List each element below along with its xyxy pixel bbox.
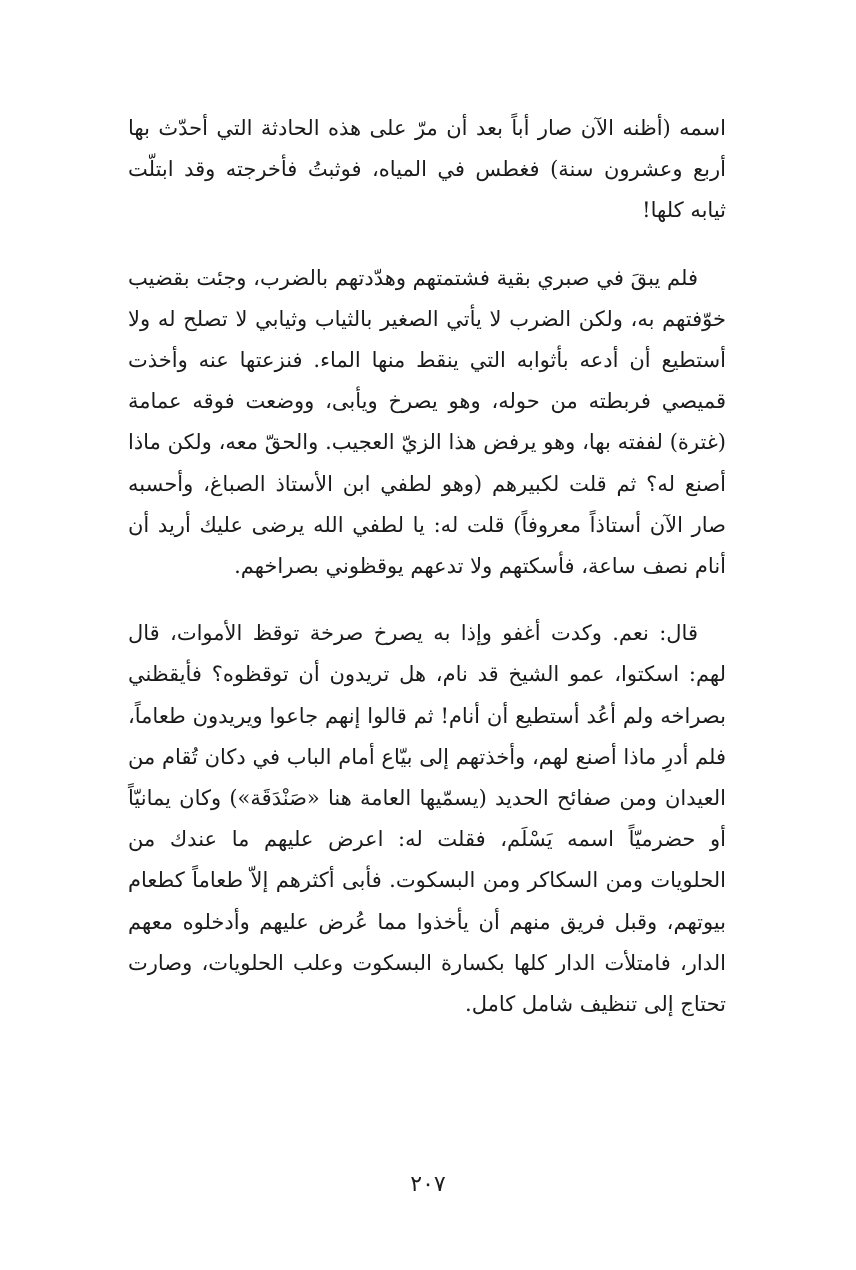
paragraph-3: قال: نعم. وكدت أغفو وإذا به يصرخ صرخة توقظ الأموات، قال لهم: اسكتوا، عمو الشيخ قد نام، هل تريدون أن توقظوه؟ فأيقظني بصراخه ولم أعُد أستطيع أن أنام! ثم قالوا إنهم جاعوا ويريدون طعاماً، فلم أدرِ ماذا أصنع لهم، وأخذتهم إلى بيّاع أمام الباب في دكان تُقام من العيدان ومن صفائح الحديد (يسمّيها العامة هنا «صَنْدَقَة») وكان يمانيّاً أو حضرميّاً اسمه يَسْلَم، فقلت له: اعرض عليهم ما عندك من الحلويات ومن السكاكر ومن البسكوت. فأبى أكثرهم إلاّ طعاماً كطعام بيوتهم، وقبل فريق منهم أن يأخذوا مما عُرض عليهم وأدخلوه معهم الدار، فامتلأت الدار كلها بكسارة البسكوت وعلب الحلويات، وصارت تحتاج إلى تنظيف شامل كامل. — [128, 621, 726, 1017]
page-number: ٢٠٧ — [410, 1172, 446, 1197]
paragraph-2: فلم يبقَ في صبري بقية فشتمتهم وهدّدتهم بالضرب، وجئت بقضيب خوّفتهم به، ولكن الضرب لا يأتي الصغير بالثياب وثيابي لا تصلح له ولا أستطيع أن أدعه بأثوابه التي ينقط منها الماء. فنزعتها عنه وأخذت قميصي فربطته من حوله، وهو يصرخ ويأبى، ووضعت فوقه عمامة (غترة) لففته بها، وهو يرفض هذا الزيّ العجيب. والحقّ معه، ولكن ماذا أصنع له؟ ثم قلت لكبيرهم (وهو لطفي ابن الأستاذ الصباغ، وأحسبه صار الآن أستاذاً معروفاً) قلت له: يا لطفي الله يرضى عليك أريد أن أنام نصف ساعة، فأسكتهم ولا تدعهم يوقظوني بصراخهم. — [128, 265, 726, 579]
book-page-text — [128, 108, 726, 1025]
paragraph-1: اسمه (أظنه الآن صار أباً بعد أن مرّ على هذه الحادثة التي أحدّث بها أربع وعشرون سنة) فغطس في المياه، فوثبتُ فأخرجته وقد ابتلّت ثيابه كلها! — [128, 116, 726, 223]
